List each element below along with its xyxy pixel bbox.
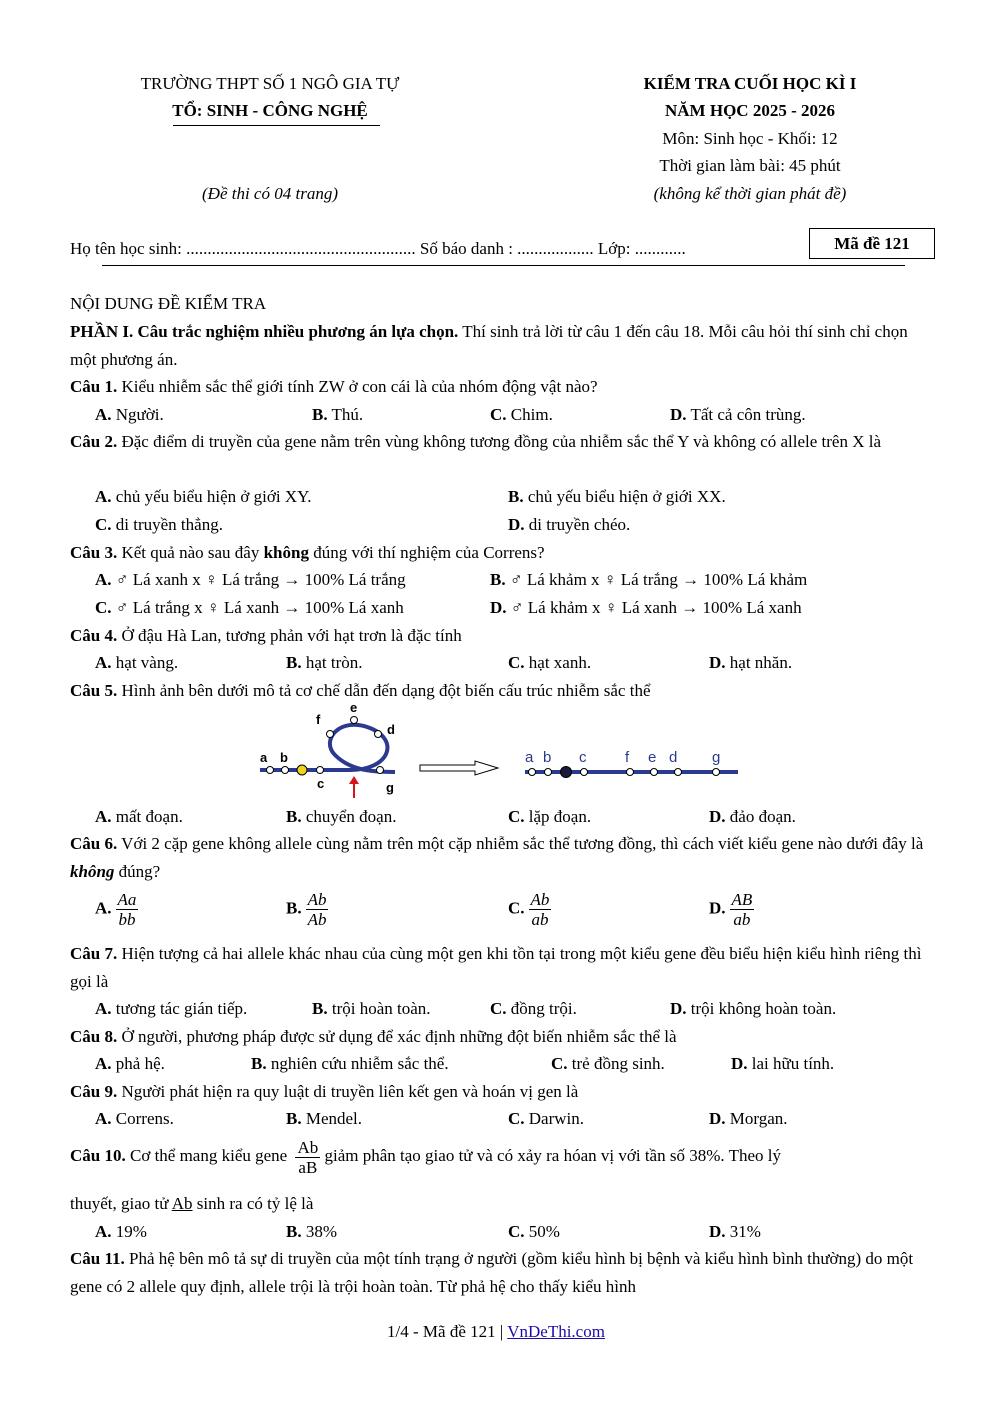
q1-option-a[interactable]: A. Người. [95, 405, 164, 424]
page-number: 1/4 - Mã đề 121 | [387, 1322, 508, 1341]
q2-option-a[interactable]: A. chủ yếu biểu hiện ở giới XY. [95, 487, 312, 506]
q6-option-d[interactable]: D. $\frac{AB}{ab}$ [709, 890, 753, 929]
question-3: Câu 3. Kết quả nào sau đây không đúng với thí nghiệm của Correns? [70, 543, 545, 562]
centromere [561, 767, 572, 778]
q7-option-b[interactable]: B. trội hoàn toàn. [312, 999, 431, 1018]
q10-option-d[interactable]: D. 31% [709, 1222, 761, 1241]
gene-label: d [669, 749, 678, 766]
q6-option-a[interactable]: A. $\frac{Aa}{bb}$ [95, 890, 137, 929]
question-number: Câu 9. [70, 1082, 118, 1101]
q8-option-a[interactable]: A. phả hệ. [95, 1054, 165, 1073]
q2-option-b[interactable]: B. chủ yếu biểu hiện ở giới XX. [508, 487, 726, 506]
q10-option-c[interactable]: C. 50% [508, 1222, 560, 1241]
question-6: Câu 6. Với 2 cặp gene không allele cùng nằm trên một cặp nhiễm sắc thể tương đồng, thì cách viết kiểu gene nào dưới đây là không đúng? [70, 834, 924, 881]
q1-option-d[interactable]: D. Tất cả côn trùng. [670, 405, 806, 424]
school-year: NĂM HỌC 2025 - 2026 [665, 101, 835, 120]
school-name: TRƯỜNG THPT SỐ 1 NGÔ GIA TỰ [140, 74, 400, 93]
question-text: Đặc điểm di truyền của gene nằm trên vùng không tương đồng của nhiễm sắc thể Y và không có allele trên X là [117, 432, 881, 451]
q5-option-a[interactable]: A. mất đoạn. [95, 807, 183, 826]
question-text: Kiểu nhiễm sắc thể giới tính ZW ở con cái là của nhóm động vật nào? [117, 377, 598, 396]
q7-option-c[interactable]: C. đồng trội. [490, 999, 577, 1018]
q6-option-b[interactable]: B. $\frac{Ab}{Ab}$ [286, 890, 327, 929]
gene-label: f [316, 712, 321, 727]
exam-title: KIỂM TRA CUỐI HỌC KÌ I [643, 74, 857, 93]
gene-label: g [386, 780, 394, 795]
process-arrow [420, 761, 498, 775]
exam-code-box: Mã đề 121 [809, 228, 935, 259]
question-number: Câu 2. [70, 432, 118, 451]
q4-option-b[interactable]: B. hạt tròn. [286, 653, 363, 672]
q2-option-c[interactable]: C. di truyền thẳng. [95, 515, 223, 534]
exam-time: Thời gian làm bài: 45 phút [659, 156, 841, 175]
part1-intro [70, 318, 925, 373]
question-text: Ở đậu Hà Lan, tương phản với hạt trơn là đặc tính [117, 626, 462, 645]
question-text: Phả hệ bên mô tả sự di truyền của một tính trạng ở người (gồm kiểu hình bị bệnh và kiểu hình bình thường) do một gene có 2 allele quy định, allele trội là trội hoàn toàn. Từ phả hệ cho thấy kiểu hình [70, 1249, 914, 1296]
q8-option-d[interactable]: D. lai hữu tính. [731, 1054, 835, 1073]
q4-option-c[interactable]: C. hạt xanh. [508, 653, 592, 672]
question-11 [70, 1245, 925, 1300]
question-8 [70, 1023, 677, 1051]
gene-label: f [625, 749, 630, 766]
q4-option-a[interactable]: A. hạt vàng. [95, 653, 179, 672]
header-rule [102, 265, 905, 266]
q10-option-a[interactable]: A. 19% [95, 1222, 147, 1241]
department: TỔ: SINH - CÔNG NGHỆ [172, 101, 368, 120]
gene-label: a [525, 749, 534, 766]
part1-title: PHẦN I. Câu trắc nghiệm nhiều phương án lựa chọn. [70, 322, 459, 341]
question-text: Ở người, phương pháp được sử dụng để xác định những đột biến nhiễm sắc thể là [117, 1027, 677, 1046]
chromosome-before [260, 700, 395, 798]
q8-option-c[interactable]: C. trẻ đồng sinh. [551, 1054, 665, 1073]
q9-option-d[interactable]: D. Morgan. [709, 1109, 788, 1128]
question-4 [70, 622, 462, 650]
pages-note: (Đề thi có 04 trang) [202, 184, 338, 203]
question-text: Người phát hiện ra quy luật di truyền liên kết gen và hoán vị gen là [117, 1082, 579, 1101]
question-number: Câu 4. [70, 626, 118, 645]
question-number: Câu 5. [70, 681, 118, 700]
gene-label: b [280, 750, 288, 765]
time-note: (không kể thời gian phát đề) [653, 184, 847, 203]
question-text: Hình ảnh bên dưới mô tả cơ chế dẫn đến dạng đột biến cấu trúc nhiễm sắc thể [117, 681, 651, 700]
q3-option-c[interactable]: C. ♂ Lá trắng x ♀ Lá xanh → 100% Lá xanh [95, 598, 404, 617]
q9-option-a[interactable]: A. Correns. [95, 1109, 174, 1128]
question-number: Câu 7. [70, 944, 118, 963]
question-number: Câu 8. [70, 1027, 118, 1046]
q10-option-b[interactable]: B. 38% [286, 1222, 338, 1241]
question-number: Câu 3. [70, 543, 118, 562]
part1-desc: Thí sinh trả lời từ câu 1 đến câu 18. Mỗi câu hỏi thí sinh chỉ chọn một phương án. [70, 322, 908, 369]
centromere [297, 765, 307, 775]
question-number: Câu 1. [70, 377, 118, 396]
q7-option-d[interactable]: D. trội không hoàn toàn. [670, 999, 837, 1018]
question-9 [70, 1078, 578, 1106]
q3-option-b[interactable]: B. ♂ Lá khảm x ♀ Lá trắng → 100% Lá khảm [490, 570, 808, 589]
question-number: Câu 10. [70, 1146, 126, 1165]
gene-label: a [260, 750, 268, 765]
question-number: Câu 6. [70, 834, 118, 853]
gene-label: g [712, 749, 721, 766]
q1-option-c[interactable]: C. Chim. [490, 405, 553, 424]
question-text: Hiện tượng cả hai allele khác nhau của cùng một gen khi tồn tại trong một kiểu gene đều biểu hiện kiểu hình riêng thì gọi là [70, 944, 922, 991]
gene-label: d [387, 722, 395, 737]
q3-option-a[interactable]: A. ♂ Lá xanh x ♀ Lá trắng → 100% Lá trắng [95, 570, 406, 589]
question-10: Câu 10. Cơ thể mang kiểu gene $\frac{Ab}{aB}$ giảm phân tạo giao tử và có xảy ra hóan vị với tần số 38%. Theo lý [70, 1137, 781, 1177]
gene-label: c [579, 749, 587, 766]
section-title: NỘI DUNG ĐỀ KIỂM TRA [70, 294, 267, 313]
gene-label: c [317, 776, 325, 791]
question-10-cont: thuyết, giao tử Ab sinh ra có tỷ lệ là [70, 1194, 314, 1213]
question-number: Câu 11. [70, 1249, 125, 1268]
subject: Môn: Sinh học - Khối: 12 [662, 129, 838, 148]
q1-option-b[interactable]: B. Thú. [312, 405, 364, 424]
q3-option-d[interactable]: D. ♂ Lá khảm x ♀ Lá xanh → 100% Lá xanh [490, 598, 802, 617]
q7-option-a[interactable]: A. tương tác gián tiếp. [95, 999, 248, 1018]
question-2 [70, 428, 925, 456]
q5-option-c[interactable]: C. lặp đoạn. [508, 807, 592, 826]
question-1 [70, 373, 598, 401]
chromosome-after [525, 749, 738, 778]
q9-option-c[interactable]: C. Darwin. [508, 1109, 585, 1128]
q8-option-b[interactable]: B. nghiên cứu nhiễm sắc thể. [251, 1054, 449, 1073]
q4-option-d[interactable]: D. hạt nhăn. [709, 653, 793, 672]
page-footer [0, 1322, 992, 1342]
q9-option-b[interactable]: B. Mendel. [286, 1109, 363, 1128]
q5-option-d[interactable]: D. đảo đoạn. [709, 807, 796, 826]
question-7 [70, 940, 925, 995]
student-info-line: Họ tên học sinh: ...................................................... Số báo danh : .................. Lớp: ............ [70, 239, 686, 258]
q2-option-d[interactable]: D. di truyền chéo. [508, 515, 631, 534]
dept-underline [173, 125, 380, 126]
gene-label: e [648, 749, 657, 766]
genotype-fraction: $\frac{Ab}{aB}$ [297, 1137, 319, 1177]
q5-option-b[interactable]: B. chuyển đoạn. [286, 807, 397, 826]
gene-label: e [350, 700, 358, 715]
inversion-diagram [250, 700, 750, 800]
footer-link[interactable]: VnDeThi.com [507, 1322, 605, 1341]
q6-option-c[interactable]: C. $\frac{Ab}{ab}$ [508, 890, 550, 929]
gene-label: b [543, 749, 552, 766]
